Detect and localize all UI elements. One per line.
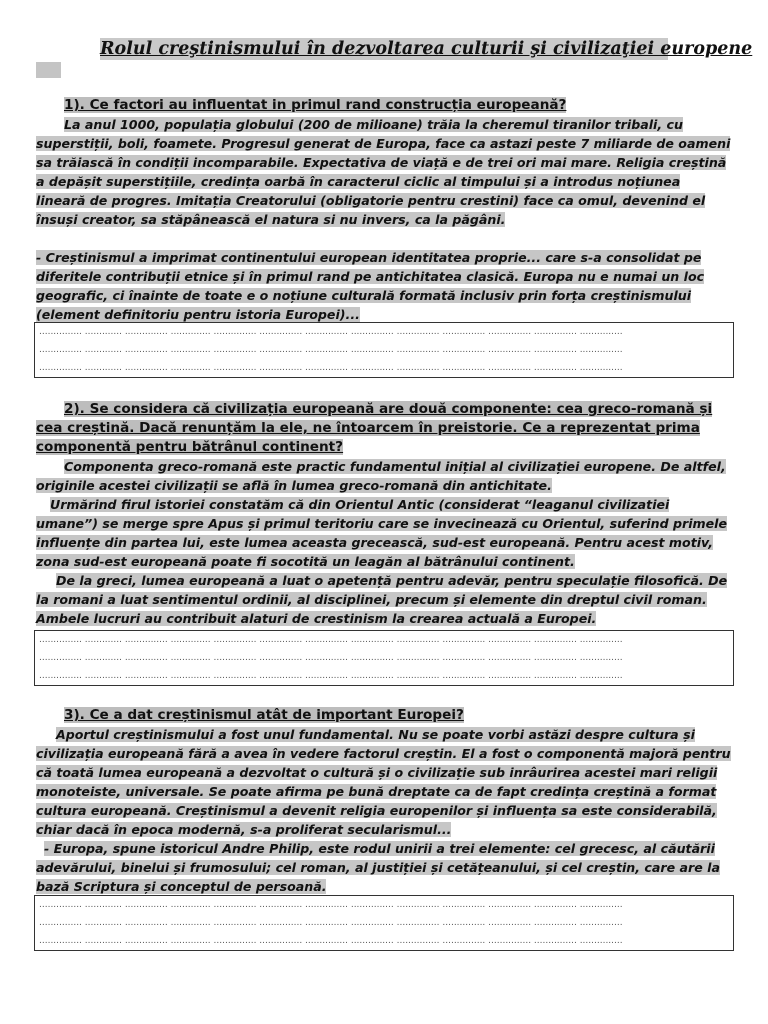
section-1-paragraph-1: La anul 1000, populația globului (200 de milioane) trăia la cheremul tiranilor tribali, cu superstiții, boli, foamete. Progresul generat de Europa, face ca astazi peste 7 miliarde de oameni sa trăiască în condiții incomparabile. Expectativa de viață e de trei ori mai mare. Religia creștină a depășit superstițiile, credința oarbă în caracterul ciclic al timpului și a introdus noțiunea lineară de progres. Imitația Creatorului (obligatorie pentru crestini) face ca omul, devenind el însuși creator, sa stăpânească el natura si nu invers, ca la păgâni. <box>36 117 731 227</box>
answer-line: ............... ............. ............... .............. ............... ............... ............... ............... ............... ............... ............... ............... ............... <box>39 363 623 373</box>
section-1 <box>36 96 732 324</box>
section-2-paragraph-3: De la greci, lumea europeană a luat o apetență pentru adevăr, pentru speculație filosofică. De la romani a luat sentimentul ordinii, al disciplinei, precum și elemente din dreptul civil roman. Ambele lucruri au contribuit alaturi de crestinism la crearea actuală a Europei. <box>36 573 728 626</box>
section-2-paragraph-2: Urmărind firul istoriei constatăm că din Orientul Antic (considerat “leaganul civilizatiei umane”) se merge spre Apus și primul teritoriu care se invecinează cu Orientul, suferind primele influențe din partea lui, este lumea aceasta grecească, sud-est europeană. Pentru acest motiv, zona sud-est europeană poate fi socotită un leagăn al bătrânului continent. <box>36 497 728 569</box>
section-3 <box>36 706 732 896</box>
page-title: Rolul creştinismului în dezvoltarea culturii şi civilizaţiei europene <box>100 39 753 59</box>
answer-box-1[interactable] <box>34 322 734 378</box>
section-3-paragraph-2: - Europa, spune istoricul Andre Philip, este rodul unirii a trei elemente: cel grecesc, al căutării adevărului, binelui și frumosului; cel roman, al justiției și cetățeanului, și cel creștin, care are la bază Scriptura și conceptul de persoană. <box>36 841 720 894</box>
section-2-paragraph-1: Componenta greco-romană este practic fundamentul inițial al civilizației europene. De altfel, originile acestei civilizații se află în lumea greco-romană din antichitate. <box>36 459 726 493</box>
answer-line: ............... ............. ............... .............. ............... ............... ............... ............... ............... ............... ............... ............... ............... <box>39 671 623 681</box>
section-1-paragraph-2: - Creștinismul a imprimat continentului european identitatea proprie... care s-a consolidat pe diferitele contribuții etnice și în primul rand pe antichitatea clasică. Europa nu e numai un loc geografic, ci înainte de toate e o noțiune culturală formată inclusiv prin forța creștinismului (element definitoriu pentru istoria Europei)... <box>36 250 705 322</box>
answer-line: ............... ............. ............... .............. ............... ............... ............... ............... ............... ............... ............... ............... ............... <box>39 345 623 355</box>
section-2 <box>36 400 732 628</box>
section-3-paragraph-1: Aportul creștinismului a fost unul fundamental. Nu se poate vorbi astăzi despre cultura și civilizația europeană fără a avea în vedere factorul creștin. El a fost o componentă majoră pentru că toată lumea europeană a dezvoltat o cultură și o civilizație sub inrâurirea acestei mari religii monoteiste, universale. Se poate afirma pe bună dreptate ca de fapt credința creștină a format cultura europeană. Creștinismul a devenit religia europenilor și influența sa este considerabilă, chiar dacă în epoca modernă, s-a proliferat secularismul... <box>36 727 731 837</box>
section-3-text <box>36 725 732 896</box>
question-1: 1). Ce factori au influentat in primul rand construcția europeană? <box>64 97 567 113</box>
answer-line: ............... ............. ............... .............. ............... ............... ............... ............... ............... ............... ............... ............... ............... <box>39 918 623 928</box>
answer-box-2[interactable] <box>34 630 734 686</box>
answer-line: ............... ............. ............... .............. ............... ............... ............... ............... ............... ............... ............... ............... ............... <box>39 635 623 645</box>
answer-line: ............... ............. ............... .............. ............... ............... ............... ............... ............... ............... ............... ............... ............... <box>39 900 623 910</box>
answer-line: ............... ............. ............... .............. ............... ............... ............... ............... ............... ............... ............... ............... ............... <box>39 936 623 946</box>
answer-line: ............... ............. ............... .............. ............... ............... ............... ............... ............... ............... ............... ............... ............... <box>39 653 623 663</box>
answer-box-3[interactable] <box>34 895 734 951</box>
question-2: 2). Se considera că civilizația europeană are două componente: cea greco-romană și cea creștină. Dacă renunțăm la ele, ne întoarcem în preistorie. Ce a reprezentat prima componentă pentru bătrânul continent? <box>36 401 713 455</box>
section-2-text <box>36 457 732 628</box>
question-3: 3). Ce a dat creștinismul atât de important Europei? <box>64 707 464 723</box>
answer-line: ............... ............. ............... .............. ............... ............... ............... ............... ............... ............... ............... ............... ............... <box>39 327 623 337</box>
section-1-text <box>36 115 732 324</box>
gray-marker <box>36 62 61 78</box>
